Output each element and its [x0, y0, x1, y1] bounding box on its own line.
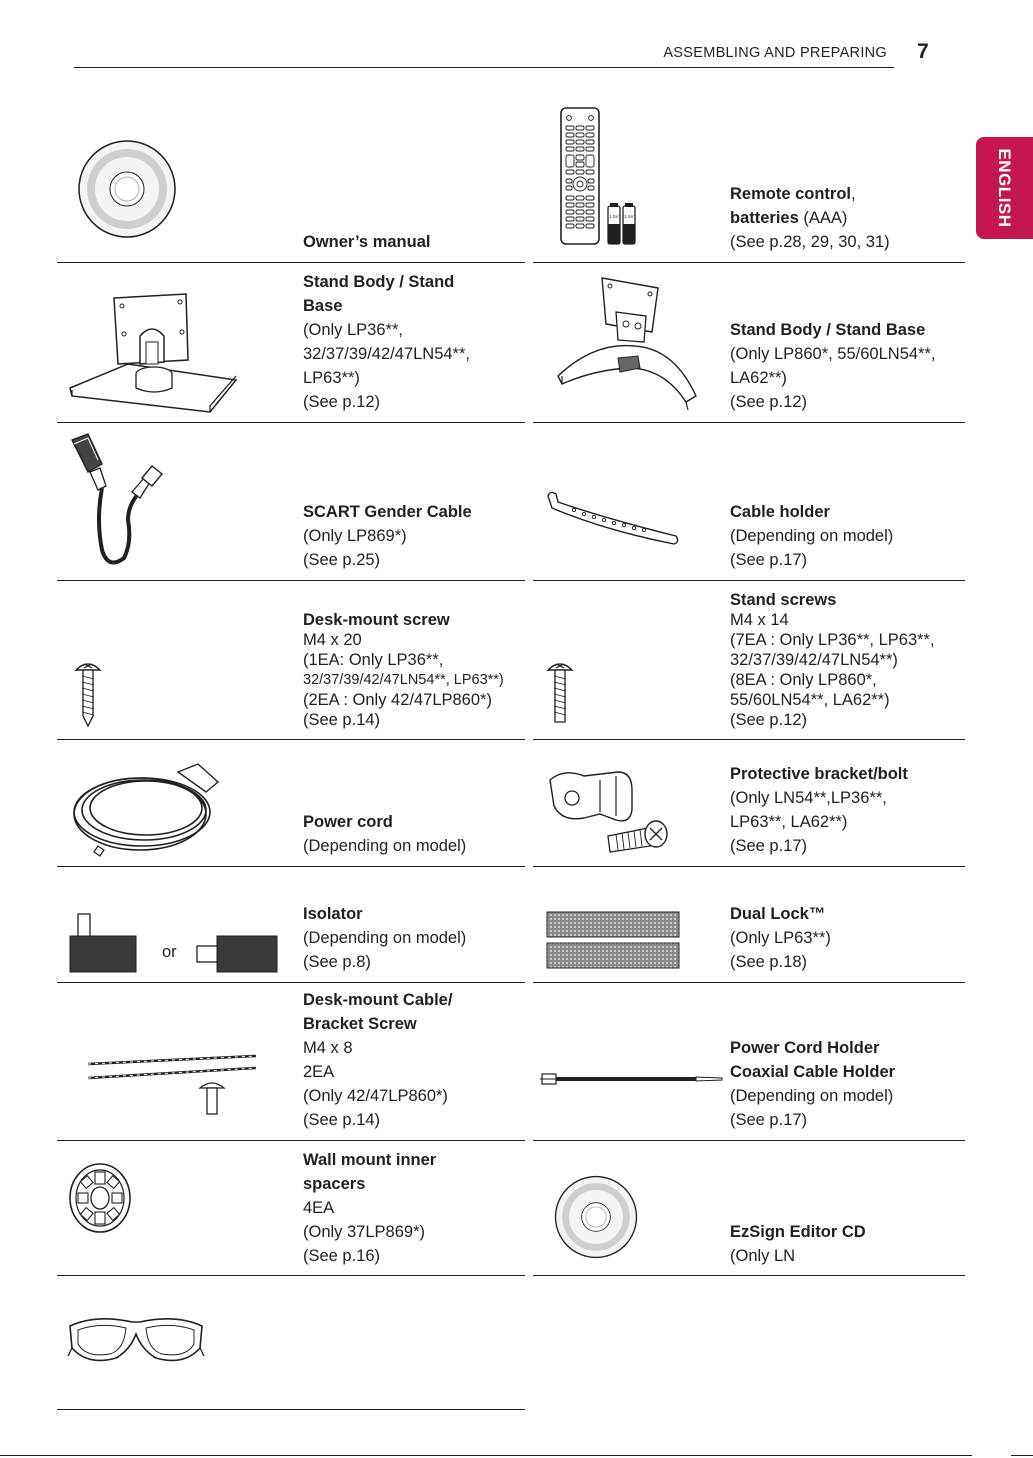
- item-line: (Only LP36**,: [303, 321, 403, 339]
- row-separator: [533, 262, 965, 263]
- row-separator: [533, 580, 965, 581]
- item-line: LP63**): [303, 369, 360, 387]
- item-protective-bracket: [730, 746, 960, 858]
- item-power-cord: [303, 746, 523, 858]
- item-line: LP63**, LA62**): [730, 813, 848, 831]
- item-title: EzSign Editor CD: [730, 1223, 866, 1241]
- item-title: SCART Gender Cable: [303, 503, 472, 521]
- item-title: Desk-mount screw: [303, 611, 450, 629]
- item-line: (2EA : Only 42/47LP860*): [303, 691, 492, 709]
- item-line: (See p.17): [730, 837, 808, 855]
- item-title: Power Cord Holder: [730, 1039, 880, 1057]
- item-line: (7EA : Only LP36**, LP63**,: [730, 631, 935, 649]
- item-line: (Depending on model): [303, 929, 467, 947]
- item-line: (See p.12): [303, 393, 381, 411]
- item-line: batteries (AAA): [730, 209, 848, 227]
- isolator-straight-icon: [195, 934, 279, 974]
- item-line: 32/37/39/42/47LN54**): [730, 651, 898, 669]
- power-cord-icon: [68, 762, 222, 858]
- row-separator: [57, 982, 525, 983]
- battery-label: 1.5V: [609, 214, 619, 219]
- scart-cable-icon: [66, 430, 166, 572]
- item-line: M4 x 20: [303, 631, 362, 649]
- power-cord-holder-icon: [538, 1070, 724, 1088]
- item-desk-mount-cable: [303, 988, 523, 1132]
- item-title: Isolator: [303, 905, 363, 923]
- desk-mount-cable-icon: [84, 1050, 260, 1120]
- item-line: (8EA : Only LP860*,: [730, 671, 877, 689]
- header-rule: [74, 67, 894, 68]
- row-separator: [57, 262, 525, 263]
- row-separator: [57, 422, 525, 423]
- item-title: Stand Body / Stand Base: [730, 321, 926, 339]
- item-line: 32/37/39/42/47LN54**, LP63**): [303, 672, 504, 688]
- item-stand-body-2: [730, 268, 960, 414]
- item-line: (Only LN54**,LP36**,: [730, 789, 887, 807]
- item-title: Cable holder: [730, 503, 830, 521]
- cd-disc-icon: [553, 1174, 639, 1260]
- screw-icon: [74, 660, 102, 728]
- cable-holder-icon: [544, 488, 680, 550]
- item-title: Wall mount inner: [303, 1151, 437, 1169]
- item-title: Owner’s manual: [303, 233, 431, 251]
- row-separator: [57, 580, 525, 581]
- item-line: 4EA: [303, 1199, 335, 1217]
- item-title: Base: [303, 297, 343, 315]
- item-wall-mount-spacers: [303, 1146, 523, 1268]
- item-line: (Depending on model): [730, 527, 894, 545]
- stand-body-base-icon: [66, 292, 244, 416]
- row-separator: [57, 739, 525, 740]
- stand-body-base-curved-icon: [554, 272, 700, 414]
- item-line: (Only 42/47LP860*): [303, 1087, 448, 1105]
- item-line: (Only 37LP869*): [303, 1223, 425, 1241]
- isolator-angled-icon: [68, 912, 140, 974]
- wall-mount-spacer-icon: [66, 1160, 134, 1236]
- item-line: 32/37/39/42/47LN54**,: [303, 345, 470, 363]
- item-scart-cable: [303, 440, 523, 572]
- item-title: spacers: [303, 1175, 366, 1193]
- item-line: (See p.28, 29, 30, 31): [730, 233, 890, 251]
- item-line: (1EA: Only LP36**,: [303, 651, 444, 669]
- row-separator: [533, 739, 965, 740]
- dual-lock-icon: [546, 910, 680, 970]
- item-stand-screws: [730, 586, 962, 730]
- item-desk-mount-screw: [303, 600, 525, 730]
- item-power-cord-holder: [730, 988, 960, 1132]
- language-tab-label: ENGLISH: [995, 148, 1014, 228]
- item-line: (Only LP63**): [730, 929, 831, 947]
- row-separator: [533, 866, 965, 867]
- item-title: Protective bracket/bolt: [730, 765, 908, 783]
- row-separator: [533, 982, 965, 983]
- item-title: Desk-mount Cable/: [303, 991, 453, 1009]
- page-number: 7: [917, 40, 929, 63]
- item-owners-manual: [303, 100, 518, 254]
- item-line: Remote control,: [730, 185, 856, 203]
- item-line: 55/60LN54**, LA62**): [730, 691, 890, 709]
- item-dual-lock: [730, 880, 960, 974]
- item-line: M4 x 8: [303, 1039, 353, 1057]
- item-line: (See p.16): [303, 1247, 381, 1265]
- item-line: (Only LN: [730, 1247, 796, 1265]
- item-line: (Depending on model): [303, 837, 467, 855]
- row-separator: [57, 866, 525, 867]
- row-separator: [533, 422, 965, 423]
- language-tab: [976, 137, 1033, 239]
- row-separator: [533, 1140, 965, 1141]
- item-line: (See p.12): [730, 393, 808, 411]
- row-separator: [57, 1409, 525, 1410]
- item-title: Dual Lock™: [730, 905, 826, 923]
- protective-bracket-icon: [544, 764, 670, 858]
- item-line: (See p.8): [303, 953, 371, 971]
- item-stand-body-1: [303, 268, 523, 414]
- item-line: (See p.25): [303, 551, 381, 569]
- item-title: Power cord: [303, 813, 393, 831]
- item-title: Stand screws: [730, 591, 837, 609]
- running-header: ASSEMBLING AND PREPARING: [663, 45, 887, 61]
- footer-mark: [1011, 1455, 1033, 1456]
- item-remote-control: [730, 100, 960, 254]
- cd-disc-icon: [76, 138, 178, 240]
- 3d-glasses-icon: [66, 1308, 206, 1374]
- item-line: (See p.17): [730, 551, 808, 569]
- screw-icon: [546, 660, 574, 728]
- item-line: 2EA: [303, 1063, 335, 1081]
- item-line: (See p.12): [730, 711, 808, 729]
- item-line: (See p.18): [730, 953, 808, 971]
- item-title: Coaxial Cable Holder: [730, 1063, 896, 1081]
- row-separator: [57, 1140, 525, 1141]
- item-line: M4 x 14: [730, 611, 789, 629]
- item-ezsign-cd: [730, 1146, 960, 1268]
- remote-control-icon: [558, 106, 640, 248]
- item-line: (See p.14): [303, 711, 381, 729]
- item-line: (Only LP860*, 55/60LN54**,: [730, 345, 936, 363]
- row-separator: [533, 1275, 965, 1276]
- row-separator: [57, 1275, 525, 1276]
- item-title: Stand Body / Stand: [303, 273, 455, 291]
- battery-label: 1.5V: [624, 214, 634, 219]
- footer-rule: [0, 1455, 972, 1456]
- item-line: (See p.17): [730, 1111, 808, 1129]
- item-cable-holder: [730, 440, 960, 572]
- item-line: (Only LP869*): [303, 527, 407, 545]
- item-line: (See p.14): [303, 1111, 381, 1129]
- item-line: (Depending on model): [730, 1087, 894, 1105]
- item-line: LA62**): [730, 369, 787, 387]
- item-title: Bracket Screw: [303, 1015, 417, 1033]
- item-isolator: [303, 880, 523, 974]
- or-label: or: [162, 943, 177, 961]
